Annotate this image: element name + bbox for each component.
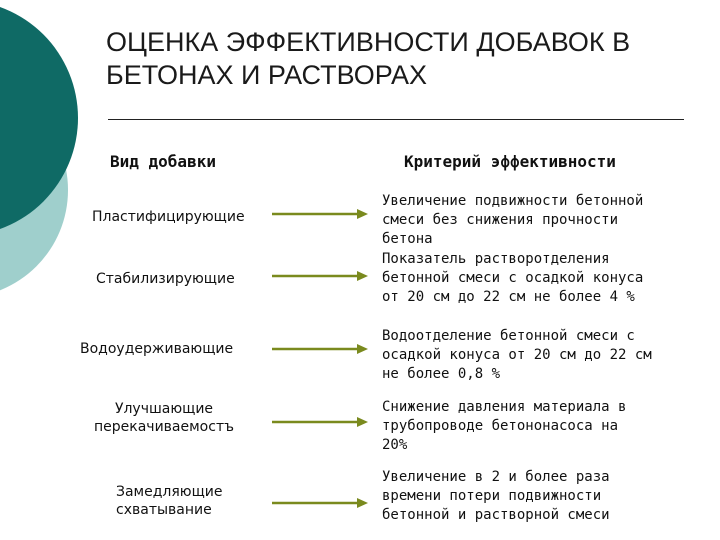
criterion-water-retaining	[382, 327, 682, 384]
additive-type-line: Пластифицирующие	[92, 209, 245, 225]
additive-type-line: Стабилизирующие	[96, 271, 235, 287]
additive-type-water-retaining	[80, 340, 233, 358]
criterion-line: не более 0,8 %	[382, 366, 501, 382]
criterion-line: осадкой конуса от 20 см до 22 см	[382, 347, 652, 363]
column-header-criterion: Критерий эффективности	[404, 152, 616, 171]
criterion-plasticizing	[382, 192, 682, 249]
title-line-2: БЕТОНАХ И РАСТВОРАХ	[106, 60, 427, 90]
title-line-1: ОЦЕНКА ЭФФЕКТИВНОСТИ ДОБАВОК В	[106, 27, 631, 57]
criterion-line: смеси без снижения прочности	[382, 212, 619, 228]
additive-type-retarding	[116, 483, 222, 519]
criterion-line: Увеличение в 2 и более раза	[382, 469, 610, 485]
criterion-line: времени потери подвижности	[382, 488, 602, 504]
arrow-head-2	[357, 271, 368, 281]
criterion-line: 20%	[382, 437, 408, 453]
criterion-line: бетонной смеси с осадкой конуса	[382, 270, 644, 286]
decorative-circles	[0, 0, 80, 300]
criterion-line: от 20 см до 22 см не более 4 %	[382, 289, 635, 305]
additive-type-pumpability	[84, 400, 244, 436]
additive-type-line: схватывание	[116, 502, 212, 518]
title-divider	[108, 119, 684, 120]
criterion-stabilizing	[382, 250, 682, 307]
arrow-head-3	[357, 344, 368, 354]
criterion-line: трубопроводе бетононасоса на	[382, 418, 619, 434]
criterion-retarding	[382, 468, 682, 525]
page-title	[106, 26, 686, 92]
arrow-head-4	[357, 417, 368, 427]
criterion-pumpability	[382, 398, 682, 455]
arrow-head-5	[357, 498, 368, 508]
criterion-line: бетонной и растворной смеси	[382, 507, 610, 523]
arrow-head-1	[357, 209, 368, 219]
additive-type-line: Улучшающие	[114, 401, 214, 417]
additive-type-stabilizing	[96, 270, 235, 288]
additive-type-line: Водоудерживающие	[80, 341, 234, 357]
additive-type-line: перекачиваемостъ	[94, 419, 234, 435]
column-header-additive-type: Вид добавки	[110, 152, 216, 171]
criterion-line: Показатель растворотделения	[382, 251, 610, 267]
criterion-line: Снижение давления материала в	[382, 399, 627, 415]
additive-type-line: Замедляющие	[116, 484, 223, 500]
additive-type-plasticizing	[92, 208, 245, 226]
criterion-line: бетона	[382, 231, 433, 247]
criterion-line: Увеличение подвижности бетонной	[382, 193, 644, 209]
criterion-line: Водоотделение бетонной смеси с	[382, 328, 635, 344]
